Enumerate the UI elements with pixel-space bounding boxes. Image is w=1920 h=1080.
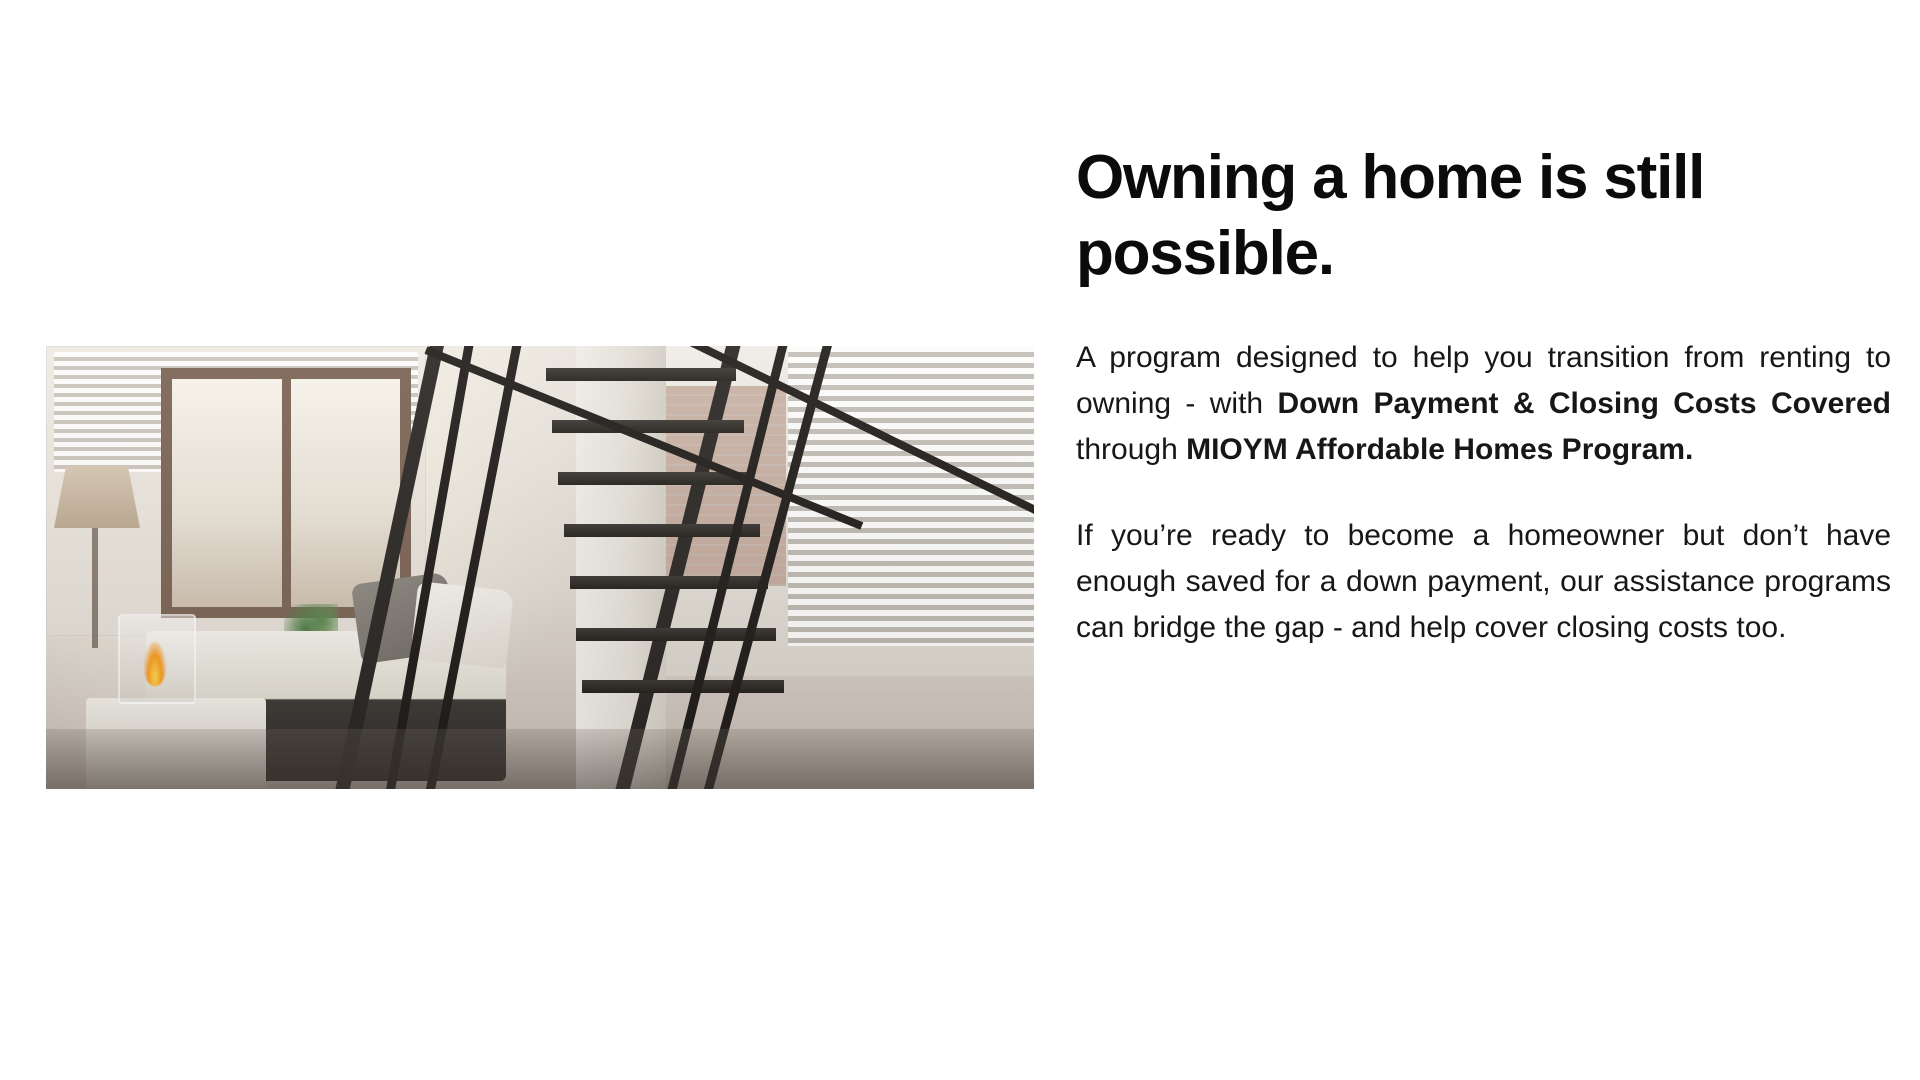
- intro-text-part-2: through: [1076, 433, 1187, 467]
- photo-canvas: [46, 346, 1034, 789]
- steel-staircase: [46, 346, 1034, 789]
- stair-tread: [582, 680, 784, 693]
- loft-interior-photo: [46, 346, 1034, 789]
- supporting-paragraph: If you’re ready to become a homeowner but don’t have enough saved for a down payment, our assistance programs can bridge the gap - and help cover closing costs too.: [1076, 518, 1891, 644]
- page-title: Owning a home is still possible.: [1076, 143, 1705, 288]
- stair-tread: [546, 368, 736, 381]
- floor: [46, 729, 1034, 789]
- intro-highlight-program: MIOYM Affordable Homes Program.: [1186, 433, 1694, 467]
- stair-tread: [552, 420, 744, 433]
- stair-tread: [570, 576, 768, 589]
- stair-railing: [424, 346, 524, 789]
- intro-highlight-costs: Down Payment & Closing Costs Covered: [1277, 387, 1891, 421]
- intro-paragraph: [1076, 335, 1891, 473]
- text-column: [1076, 140, 1891, 651]
- intro-text-part-1: A program designed to help you transition from renting to owning - with: [1076, 341, 1891, 421]
